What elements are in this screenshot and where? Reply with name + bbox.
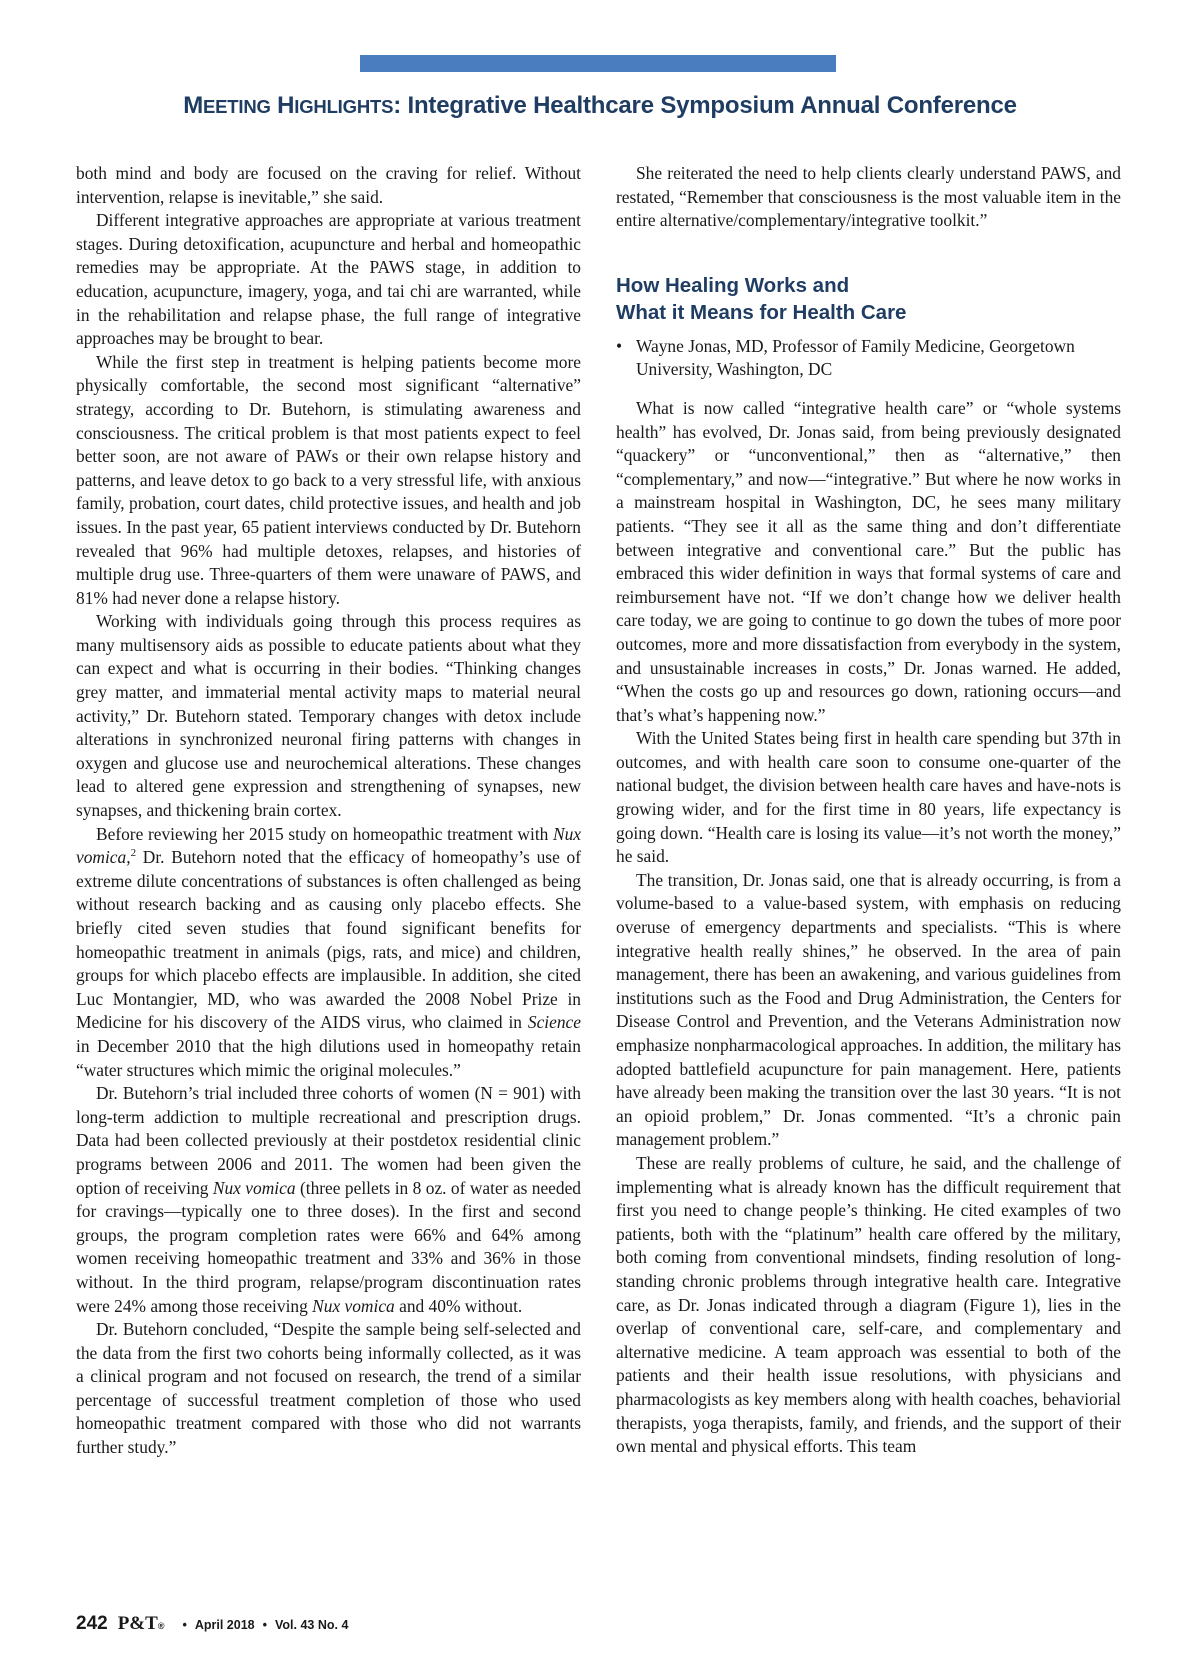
left-p5-text-b: Dr. Butehorn noted that the efficacy of homeopathy’s use of extreme dilute concentrations of substances is often challenged as being without research backing and as causing only placebo effects. She briefly cited seven studies that found significant benefits for homeopathic treatment in animals (pigs, rats, and mice) and children, groups for which placebo effects are implausible. In addition, she cited Luc Montangier, MD, who was awarded the 2008 Nobel Prize in Medicine for his discovery of the AIDS virus, who claimed in: [76, 847, 581, 1033]
left-p6-text-a: Dr. Butehorn’s trial included three cohorts of women (N = 901) with long-term addiction to multiple recreational and prescription drugs. Data had been collected previously at their postdetox residential clinic programs between 2006 and 2011. The women had been given the option of receiving: [76, 1083, 581, 1198]
left-paragraph-4: Working with individuals going through this process requires as many multisensory aids as possible to educate patients about what they can expect and what is occurring in their bodies. “Thinking changes grey matter, and immaterial mental activity maps to material neural activity,” Dr. Butehorn stated. Temporary changes with detox include alterations in synchronized neuronal firing patterns with changes in oxygen and glucose use and neurochemical alterations. These changes lead to altered gene expression and strengthening of synapses, new synapses, and thickening brain cortex.: [76, 611, 581, 821]
left-p6-text-b: (three pellets in 8 oz. of water as needed for cravings—typically one to three doses). In the first and second groups, the program completion rates were 66% and 64% among women receiving homeopathic treatment and 33% and 36% in those without. In the third program, relapse/program discontinuation rates were 24% among those receiving: [76, 1177, 582, 1316]
header-initial-h: H: [277, 92, 295, 119]
left-paragraph-2: Different integrative approaches are appropriate at various treatment stages. During detoxification, acupuncture and herbal and homeopathic remedies may be appropriate. At the PAWS stage, in addition to education, acupuncture, imagery, yoga, and tai chi are warranted, while in the rehabilitation and relapse phase, the full range of integrative approaches may be brought to bear.: [76, 210, 581, 349]
footer-bullet-2: •: [262, 1618, 267, 1632]
header-title: : Integrative Healthcare Symposium Annual Conference: [393, 92, 1017, 119]
left-column: [76, 162, 581, 1460]
header-initial-m: M: [183, 92, 204, 119]
left-paragraph-1: both mind and body are focused on the craving for relief. Without intervention, relapse is inevitable,” she said.: [76, 163, 581, 207]
page-footer: [76, 1613, 348, 1635]
right-paragraph-4: The transition, Dr. Jonas said, one that is already occurring, is from a volume-based to a value-based system, with emphasis on reducing overuse of emergency departments and specialists. “This is where integrative health really shines,” he observed. In the area of pain management, there has been an awakening, and various guidelines from institutions such as the Food and Drug Administration, the Centers for Disease Control and Prevention, and the Veterans Administration now emphasize nonpharmacological approaches. In addition, the military has adopted battlefield acupuncture for pain management. Here, patients have already been making the transition over the last 30 years. “It is not an opioid problem,” Dr. Jonas commented. “It’s a chronic pain management problem.”: [616, 869, 1121, 1150]
header-ighlights: IGHLIGHTS: [294, 96, 394, 117]
header-eeting: EETING: [203, 96, 271, 117]
left-p5-text-a: Before reviewing her 2015 study on homeopathic treatment with: [96, 823, 553, 844]
right-column: [616, 162, 1121, 1459]
page-header: [0, 92, 1200, 120]
speaker-entry: [616, 335, 1121, 382]
registered-mark: ®: [157, 1621, 165, 1631]
left-paragraph-6: [76, 1082, 581, 1318]
left-p5-reference: 2: [130, 847, 137, 860]
right-paragraph-3: With the United States being first in health care spending but 37th in outcomes, and with health care soon to consume one-quarter of the national budget, the division between health care haves and have-nots is growing wider, and for the first time in 80 years, life expectancy is going down. “Health care is losing its value—it’s not worth the money,” he said.: [616, 728, 1121, 867]
left-paragraph-5: [76, 823, 581, 1083]
left-p6-text-c: and 40% without.: [394, 1295, 523, 1316]
left-p6-italic-nux-2: Nux vomica: [312, 1295, 395, 1316]
footer-bullet-1: •: [182, 1618, 187, 1632]
left-paragraph-3: While the first step in treatment is helping patients become more physically comfortable, the second most significant “alternative” strategy, according to Dr. Butehorn, is stimulating awareness and consciousness. The critical problem is that most patients expect to feel better soon, are not aware of PAWs or their own relapse history and patterns, and leave detox to go back to a very stressful life, with anxious family, probation, court dates, child protective issues, and health and job issues. In the past year, 65 patient interviews conducted by Dr. Butehorn revealed that 96% had multiple detoxes, relapses, and histories of multiple drug use. Three-quarters of them were unaware of PAWS, and 81% had never done a relapse history.: [76, 351, 581, 608]
volume-number: Vol. 43 No. 4: [275, 1618, 349, 1632]
right-paragraph-1: She reiterated the need to help clients clearly understand PAWS, and restated, “Remember that consciousness is the most valuable item in the entire alternative/complementary/integrative toolkit.”: [616, 163, 1121, 231]
header-accent-bar: [360, 55, 836, 72]
speaker-name: Wayne Jonas, MD, Professor of Family Medicine, Georgetown University, Washington, DC: [636, 335, 1075, 380]
page-number: 242: [76, 1613, 108, 1634]
subhead-line-2: What it Means for Health Care: [616, 300, 907, 324]
section-subhead: [616, 272, 1121, 326]
bullet-icon: •: [616, 335, 623, 356]
issue-date: April 2018: [194, 1618, 255, 1632]
left-p5-italic-science: Science: [527, 1012, 581, 1033]
left-paragraph-7: Dr. Butehorn concluded, “Despite the sample being self-selected and the data from the first two cohorts being informally collected, as it was a clinical program and not focused on research, the trend of a similar percentage of successful treatment completion of those who used homeopathic treatment compared with those who did not warrants further study.”: [76, 1319, 581, 1458]
subhead-line-1: How Healing Works and: [616, 273, 850, 297]
left-p6-italic-nux: Nux vomica: [212, 1177, 296, 1198]
journal-name: P&T: [117, 1613, 158, 1634]
left-p5-text-c: in December 2010 that the high dilutions used in homeopathy retain “water structures which mimic the original molecules.”: [76, 1035, 581, 1080]
right-paragraph-5: These are really problems of culture, he said, and the challenge of implementing what is already known has the difficult requirement that first you need to change people’s thinking. He cited examples of two patients, both with the “platinum” health care offered by the military, both coming from conventional mindsets, finding resolution of long-standing chronic problems through integrative health care. Integrative care, as Dr. Jonas indicated through a diagram (Figure 1), lies in the overlap of conventional care, self-care, and complementary and alternative medicine. A team approach was essential to both of the patients and their health issue resolutions, with physicians and pharmacologists as key members along with health coaches, behaviorial therapists, yoga therapists, family, and friends, and the support of their own mental and physical efforts. This team: [616, 1152, 1121, 1457]
right-paragraph-2: What is now called “integrative health care” or “whole systems health” has evolved, Dr. Jonas said, from being previously designated “quackery” or “unconventional,” then as “alternative,” then “complementary,” and now—“integrative.” But where he now works in a mainstream hospital in Washington, DC, he sees many military patients. “They see it all as the same thing and don’t differentiate between integrative and conventional care.” But the public has embraced this wider definition in ways that formal systems of care and reimbursement have not. “If we don’t change how we deliver health care today, we are going to continue to go down the tubes of more poor outcomes, more and more dissatisfaction from everybody in the system, and unsustainable increases in costs,” Dr. Jonas warned. He added, “When the costs go up and resources go down, rationing occurs—and that’s what’s happening now.”: [616, 397, 1121, 725]
left-p5-italic-nux: Nux vomica,: [76, 823, 581, 868]
